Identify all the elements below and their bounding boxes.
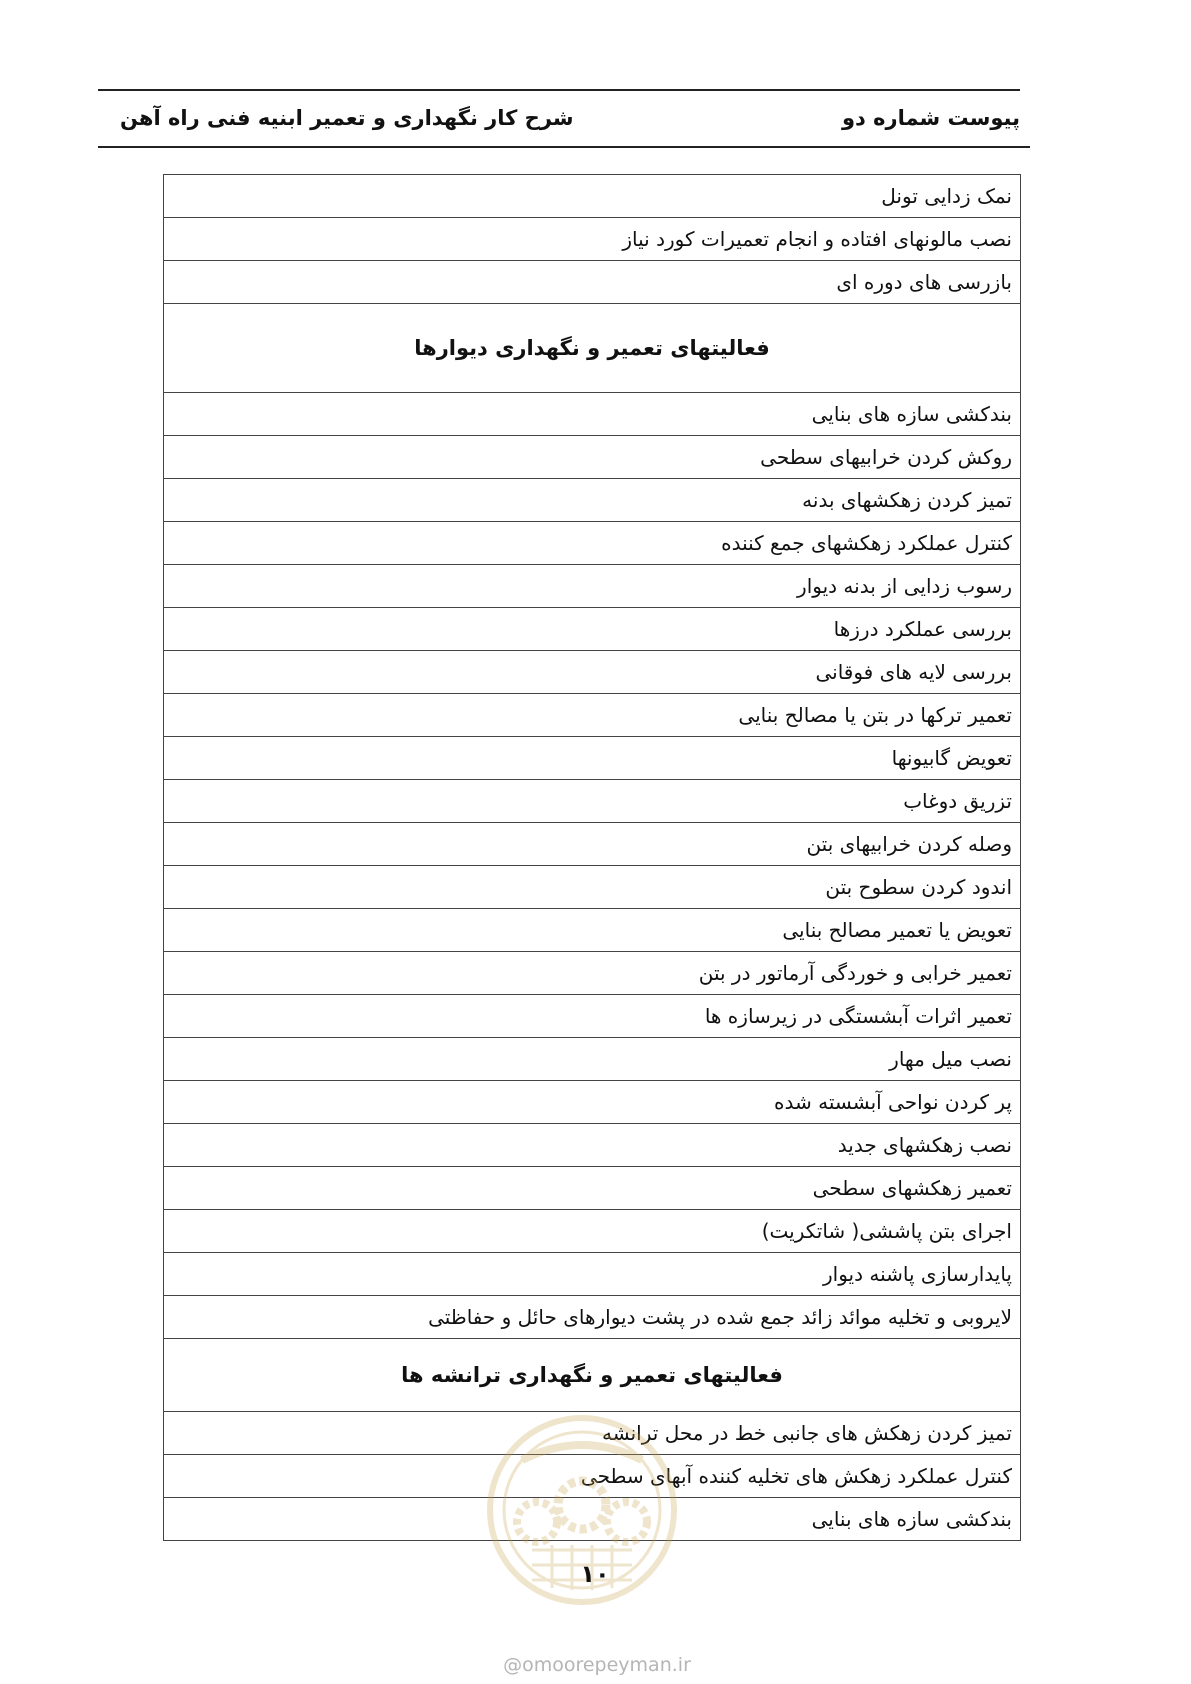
section-heading-row xyxy=(164,304,1021,393)
table-row xyxy=(164,909,1021,952)
table-row xyxy=(164,1081,1021,1124)
activity-item: بازرسی های دوره ای xyxy=(164,261,1021,304)
activity-item: تعمیر زهکشهای سطحی xyxy=(164,1167,1021,1210)
table-row xyxy=(164,1038,1021,1081)
header-appendix-title: پیوست شماره دو xyxy=(841,106,1020,130)
watermark-site-url: @omoorepeyman.ir xyxy=(503,1654,691,1676)
section-heading: فعالیتهای تعمیر و نگهداری ترانشه ها xyxy=(164,1339,1021,1412)
activity-item: کنترل عملکرد زهکش های تخلیه کننده آبهای سطحی xyxy=(164,1455,1021,1498)
activities-table-body xyxy=(164,175,1021,1541)
activity-item: تعمیر ترکها در بتن یا مصالح بنایی xyxy=(164,694,1021,737)
activity-item: تعویض گابیونها xyxy=(164,737,1021,780)
table-row xyxy=(164,608,1021,651)
table-row xyxy=(164,1210,1021,1253)
activity-item: پایدارسازی پاشنه دیوار xyxy=(164,1253,1021,1296)
activity-item: تزریق دوغاب xyxy=(164,780,1021,823)
header-document-title: شرح کار نگهداری و تعمیر ابنیه فنی راه آهن xyxy=(120,106,574,130)
activity-item: بررسی لایه های فوقانی xyxy=(164,651,1021,694)
table-row xyxy=(164,866,1021,909)
table-row xyxy=(164,694,1021,737)
activity-item: پر کردن نواحی آبشسته شده xyxy=(164,1081,1021,1124)
table-row xyxy=(164,651,1021,694)
table-row xyxy=(164,1455,1021,1498)
activity-item: روکش کردن خرابیهای سطحی xyxy=(164,436,1021,479)
activity-item: بندکشی سازه های بنایی xyxy=(164,393,1021,436)
table-row xyxy=(164,952,1021,995)
activity-item: نصب میل مهار xyxy=(164,1038,1021,1081)
table-row xyxy=(164,995,1021,1038)
table-row xyxy=(164,565,1021,608)
activity-item: کنترل عملکرد زهکشهای جمع کننده xyxy=(164,522,1021,565)
activity-item: تعمیر اثرات آبشستگی در زیرسازه ها xyxy=(164,995,1021,1038)
activity-item: تعمیر خرابی و خوردگی آرماتور در بتن xyxy=(164,952,1021,995)
page-number: ۱۰ xyxy=(580,1560,610,1588)
table-row xyxy=(164,175,1021,218)
activity-item: نمک زدایی تونل xyxy=(164,175,1021,218)
table-row xyxy=(164,479,1021,522)
table-row xyxy=(164,1498,1021,1541)
activity-item: رسوب زدایی از بدنه دیوار xyxy=(164,565,1021,608)
table-row xyxy=(164,823,1021,866)
activity-item: اندود کردن سطوح بتن xyxy=(164,866,1021,909)
table-row xyxy=(164,261,1021,304)
table-row xyxy=(164,1124,1021,1167)
table-row xyxy=(164,1412,1021,1455)
table-row xyxy=(164,737,1021,780)
activity-item: وصله کردن خرابیهای بتن xyxy=(164,823,1021,866)
table-row xyxy=(164,436,1021,479)
header-top-rule xyxy=(98,89,1020,91)
section-heading-row xyxy=(164,1339,1021,1412)
activity-item: تعویض یا تعمیر مصالح بنایی xyxy=(164,909,1021,952)
table-row xyxy=(164,218,1021,261)
table-row xyxy=(164,1296,1021,1339)
table-row xyxy=(164,780,1021,823)
activity-item: لایروبی و تخلیه موائد زائد جمع شده در پشت دیوارهای حائل و حفاظتی xyxy=(164,1296,1021,1339)
activity-item: نصب زهکشهای جدید xyxy=(164,1124,1021,1167)
activity-item: تمیز کردن زهکشهای بدنه xyxy=(164,479,1021,522)
header-bottom-rule xyxy=(98,146,1030,148)
activity-item: تمیز کردن زهکش های جانبی خط در محل ترانشه xyxy=(164,1412,1021,1455)
table-row xyxy=(164,1167,1021,1210)
activity-item: بررسی عملکرد درزها xyxy=(164,608,1021,651)
activity-item: اجرای بتن پاششی( شاتکریت) xyxy=(164,1210,1021,1253)
activity-item: نصب مالونهای افتاده و انجام تعمیرات کورد نیاز xyxy=(164,218,1021,261)
activities-table xyxy=(163,174,1021,1541)
table-row xyxy=(164,522,1021,565)
table-row xyxy=(164,1253,1021,1296)
table-row xyxy=(164,393,1021,436)
section-heading: فعالیتهای تعمیر و نگهداری دیوارها xyxy=(164,304,1021,393)
activity-item: بندکشی سازه های بنایی xyxy=(164,1498,1021,1541)
